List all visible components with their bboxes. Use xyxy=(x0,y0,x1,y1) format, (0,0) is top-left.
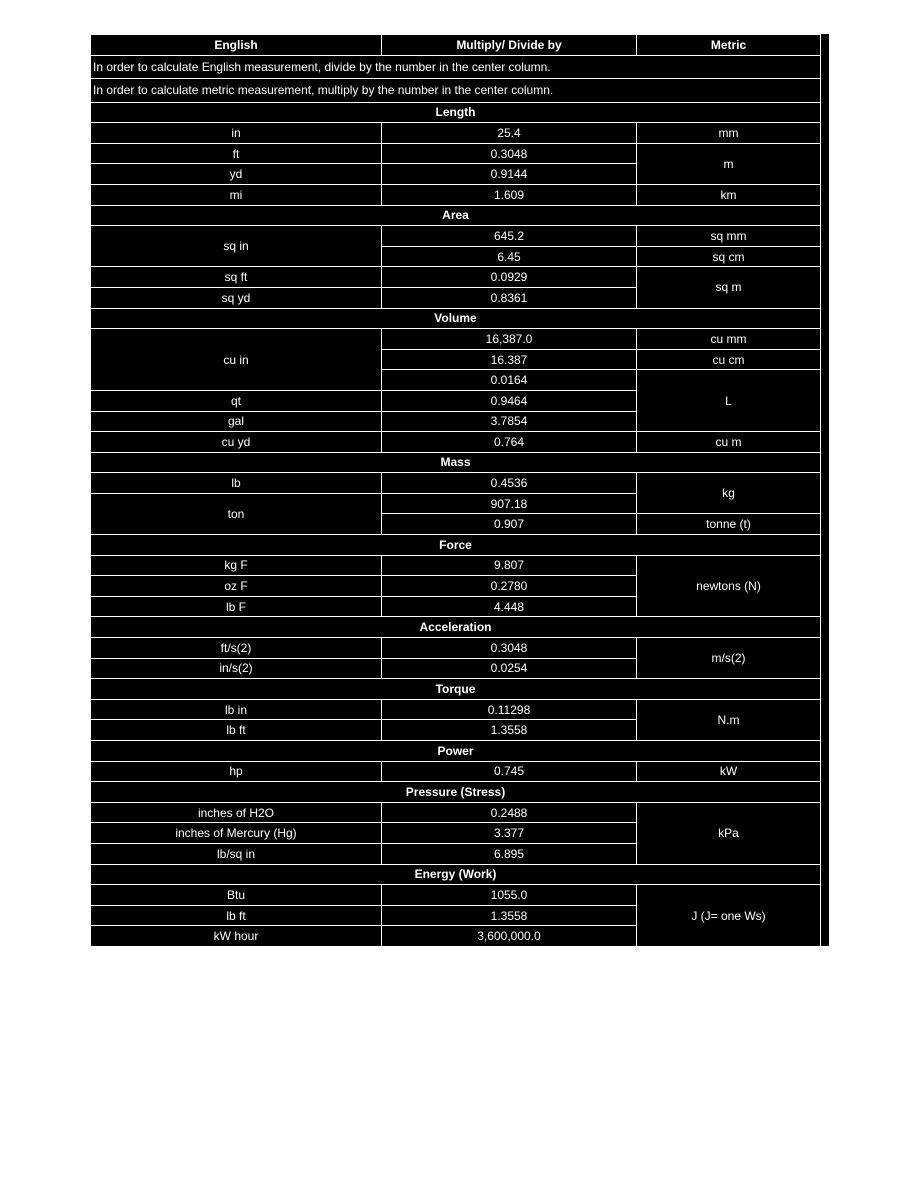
factor-value: 0.3048 xyxy=(382,143,637,164)
factor-value: 0.0929 xyxy=(382,267,637,288)
factor-value: 3,600,000.0 xyxy=(382,926,637,947)
english-unit: sq in xyxy=(91,226,382,267)
english-unit: cu yd xyxy=(91,432,382,453)
table-row xyxy=(91,226,821,247)
metric-unit: cu cm xyxy=(637,349,821,370)
section-energy: Energy (Work) xyxy=(91,864,821,885)
metric-unit: N.m xyxy=(637,699,821,740)
metric-unit: mm xyxy=(637,123,821,144)
english-unit: ton xyxy=(91,493,382,534)
factor-value: 1.3558 xyxy=(382,905,637,926)
english-unit: lb ft xyxy=(91,905,382,926)
section-row xyxy=(91,205,821,226)
english-unit: in/s(2) xyxy=(91,658,382,679)
section-force: Force xyxy=(91,535,821,556)
metric-unit: newtons (N) xyxy=(637,555,821,617)
metric-unit: sq mm xyxy=(637,226,821,247)
metric-unit: cu m xyxy=(637,432,821,453)
section-length: Length xyxy=(91,102,821,123)
conversion-table xyxy=(90,34,821,947)
metric-unit: m xyxy=(637,143,821,184)
factor-value: 907.18 xyxy=(382,493,637,514)
factor-value: 1.3558 xyxy=(382,720,637,741)
table-row xyxy=(91,432,821,453)
note-row xyxy=(91,79,821,103)
english-unit: kg F xyxy=(91,555,382,576)
header-english: English xyxy=(91,35,382,56)
metric-unit: sq cm xyxy=(637,246,821,267)
english-unit: cu in xyxy=(91,329,382,391)
factor-value: 0.907 xyxy=(382,514,637,535)
header-factor: Multiply/ Divide by xyxy=(382,35,637,56)
table-row xyxy=(91,143,821,164)
section-row xyxy=(91,535,821,556)
english-unit: mi xyxy=(91,184,382,205)
factor-value: 0.2780 xyxy=(382,576,637,597)
header-row xyxy=(91,35,821,56)
metric-unit: kPa xyxy=(637,802,821,864)
metric-unit: tonne (t) xyxy=(637,514,821,535)
factor-value: 0.0164 xyxy=(382,370,637,391)
factor-value: 0.9464 xyxy=(382,390,637,411)
factor-value: 25.4 xyxy=(382,123,637,144)
section-power: Power xyxy=(91,741,821,762)
table-edge-bar xyxy=(821,34,829,946)
english-unit: gal xyxy=(91,411,382,432)
factor-value: 16.387 xyxy=(382,349,637,370)
table-row xyxy=(91,267,821,288)
factor-value: 0.764 xyxy=(382,432,637,453)
section-torque: Torque xyxy=(91,679,821,700)
note-row xyxy=(91,55,821,79)
metric-unit: m/s(2) xyxy=(637,638,821,679)
note-english: In order to calculate English measurement, divide by the number in the center column. xyxy=(91,55,821,79)
english-unit: qt xyxy=(91,390,382,411)
factor-value: 0.745 xyxy=(382,761,637,782)
factor-value: 9.807 xyxy=(382,555,637,576)
metric-unit: sq m xyxy=(637,267,821,308)
factor-value: 0.11298 xyxy=(382,699,637,720)
english-unit: kW hour xyxy=(91,926,382,947)
section-pressure: Pressure (Stress) xyxy=(91,782,821,803)
english-unit: lb/sq in xyxy=(91,843,382,864)
factor-value: 6.45 xyxy=(382,246,637,267)
table-row xyxy=(91,329,821,350)
section-row xyxy=(91,452,821,473)
factor-value: 0.8361 xyxy=(382,287,637,308)
english-unit: Btu xyxy=(91,885,382,906)
factor-value: 6.895 xyxy=(382,843,637,864)
factor-value: 3.377 xyxy=(382,823,637,844)
english-unit: lb ft xyxy=(91,720,382,741)
factor-value: 1.609 xyxy=(382,184,637,205)
section-mass: Mass xyxy=(91,452,821,473)
english-unit: oz F xyxy=(91,576,382,597)
english-unit: lb xyxy=(91,473,382,494)
english-unit: sq ft xyxy=(91,267,382,288)
metric-unit: L xyxy=(637,370,821,432)
english-unit: inches of Mercury (Hg) xyxy=(91,823,382,844)
header-metric: Metric xyxy=(637,35,821,56)
metric-unit: kg xyxy=(637,473,821,514)
section-acceleration: Acceleration xyxy=(91,617,821,638)
metric-unit: kW xyxy=(637,761,821,782)
table-row xyxy=(91,761,821,782)
english-unit: hp xyxy=(91,761,382,782)
factor-value: 645.2 xyxy=(382,226,637,247)
english-unit: lb F xyxy=(91,596,382,617)
section-area: Area xyxy=(91,205,821,226)
factor-value: 0.0254 xyxy=(382,658,637,679)
metric-unit: J (J= one Ws) xyxy=(637,885,821,947)
table-row xyxy=(91,699,821,720)
table-row xyxy=(91,473,821,494)
english-unit: inches of H2O xyxy=(91,802,382,823)
english-unit: sq yd xyxy=(91,287,382,308)
english-unit: ft xyxy=(91,143,382,164)
table-row xyxy=(91,555,821,576)
factor-value: 1055.0 xyxy=(382,885,637,906)
table-row xyxy=(91,802,821,823)
section-row xyxy=(91,102,821,123)
section-row xyxy=(91,782,821,803)
english-unit: lb in xyxy=(91,699,382,720)
table-row xyxy=(91,184,821,205)
factor-value: 0.4536 xyxy=(382,473,637,494)
english-unit: in xyxy=(91,123,382,144)
section-row xyxy=(91,617,821,638)
section-row xyxy=(91,679,821,700)
factor-value: 0.2488 xyxy=(382,802,637,823)
metric-unit: cu mm xyxy=(637,329,821,350)
table-row xyxy=(91,885,821,906)
english-unit: yd xyxy=(91,164,382,185)
factor-value: 0.3048 xyxy=(382,638,637,659)
table-row xyxy=(91,638,821,659)
section-row xyxy=(91,308,821,329)
table-row xyxy=(91,123,821,144)
factor-value: 16,387.0 xyxy=(382,329,637,350)
section-volume: Volume xyxy=(91,308,821,329)
note-metric: In order to calculate metric measurement, multiply by the number in the center column. xyxy=(91,79,821,103)
section-row xyxy=(91,741,821,762)
metric-unit: km xyxy=(637,184,821,205)
english-unit: ft/s(2) xyxy=(91,638,382,659)
factor-value: 0.9144 xyxy=(382,164,637,185)
factor-value: 4.448 xyxy=(382,596,637,617)
factor-value: 3.7854 xyxy=(382,411,637,432)
section-row xyxy=(91,864,821,885)
